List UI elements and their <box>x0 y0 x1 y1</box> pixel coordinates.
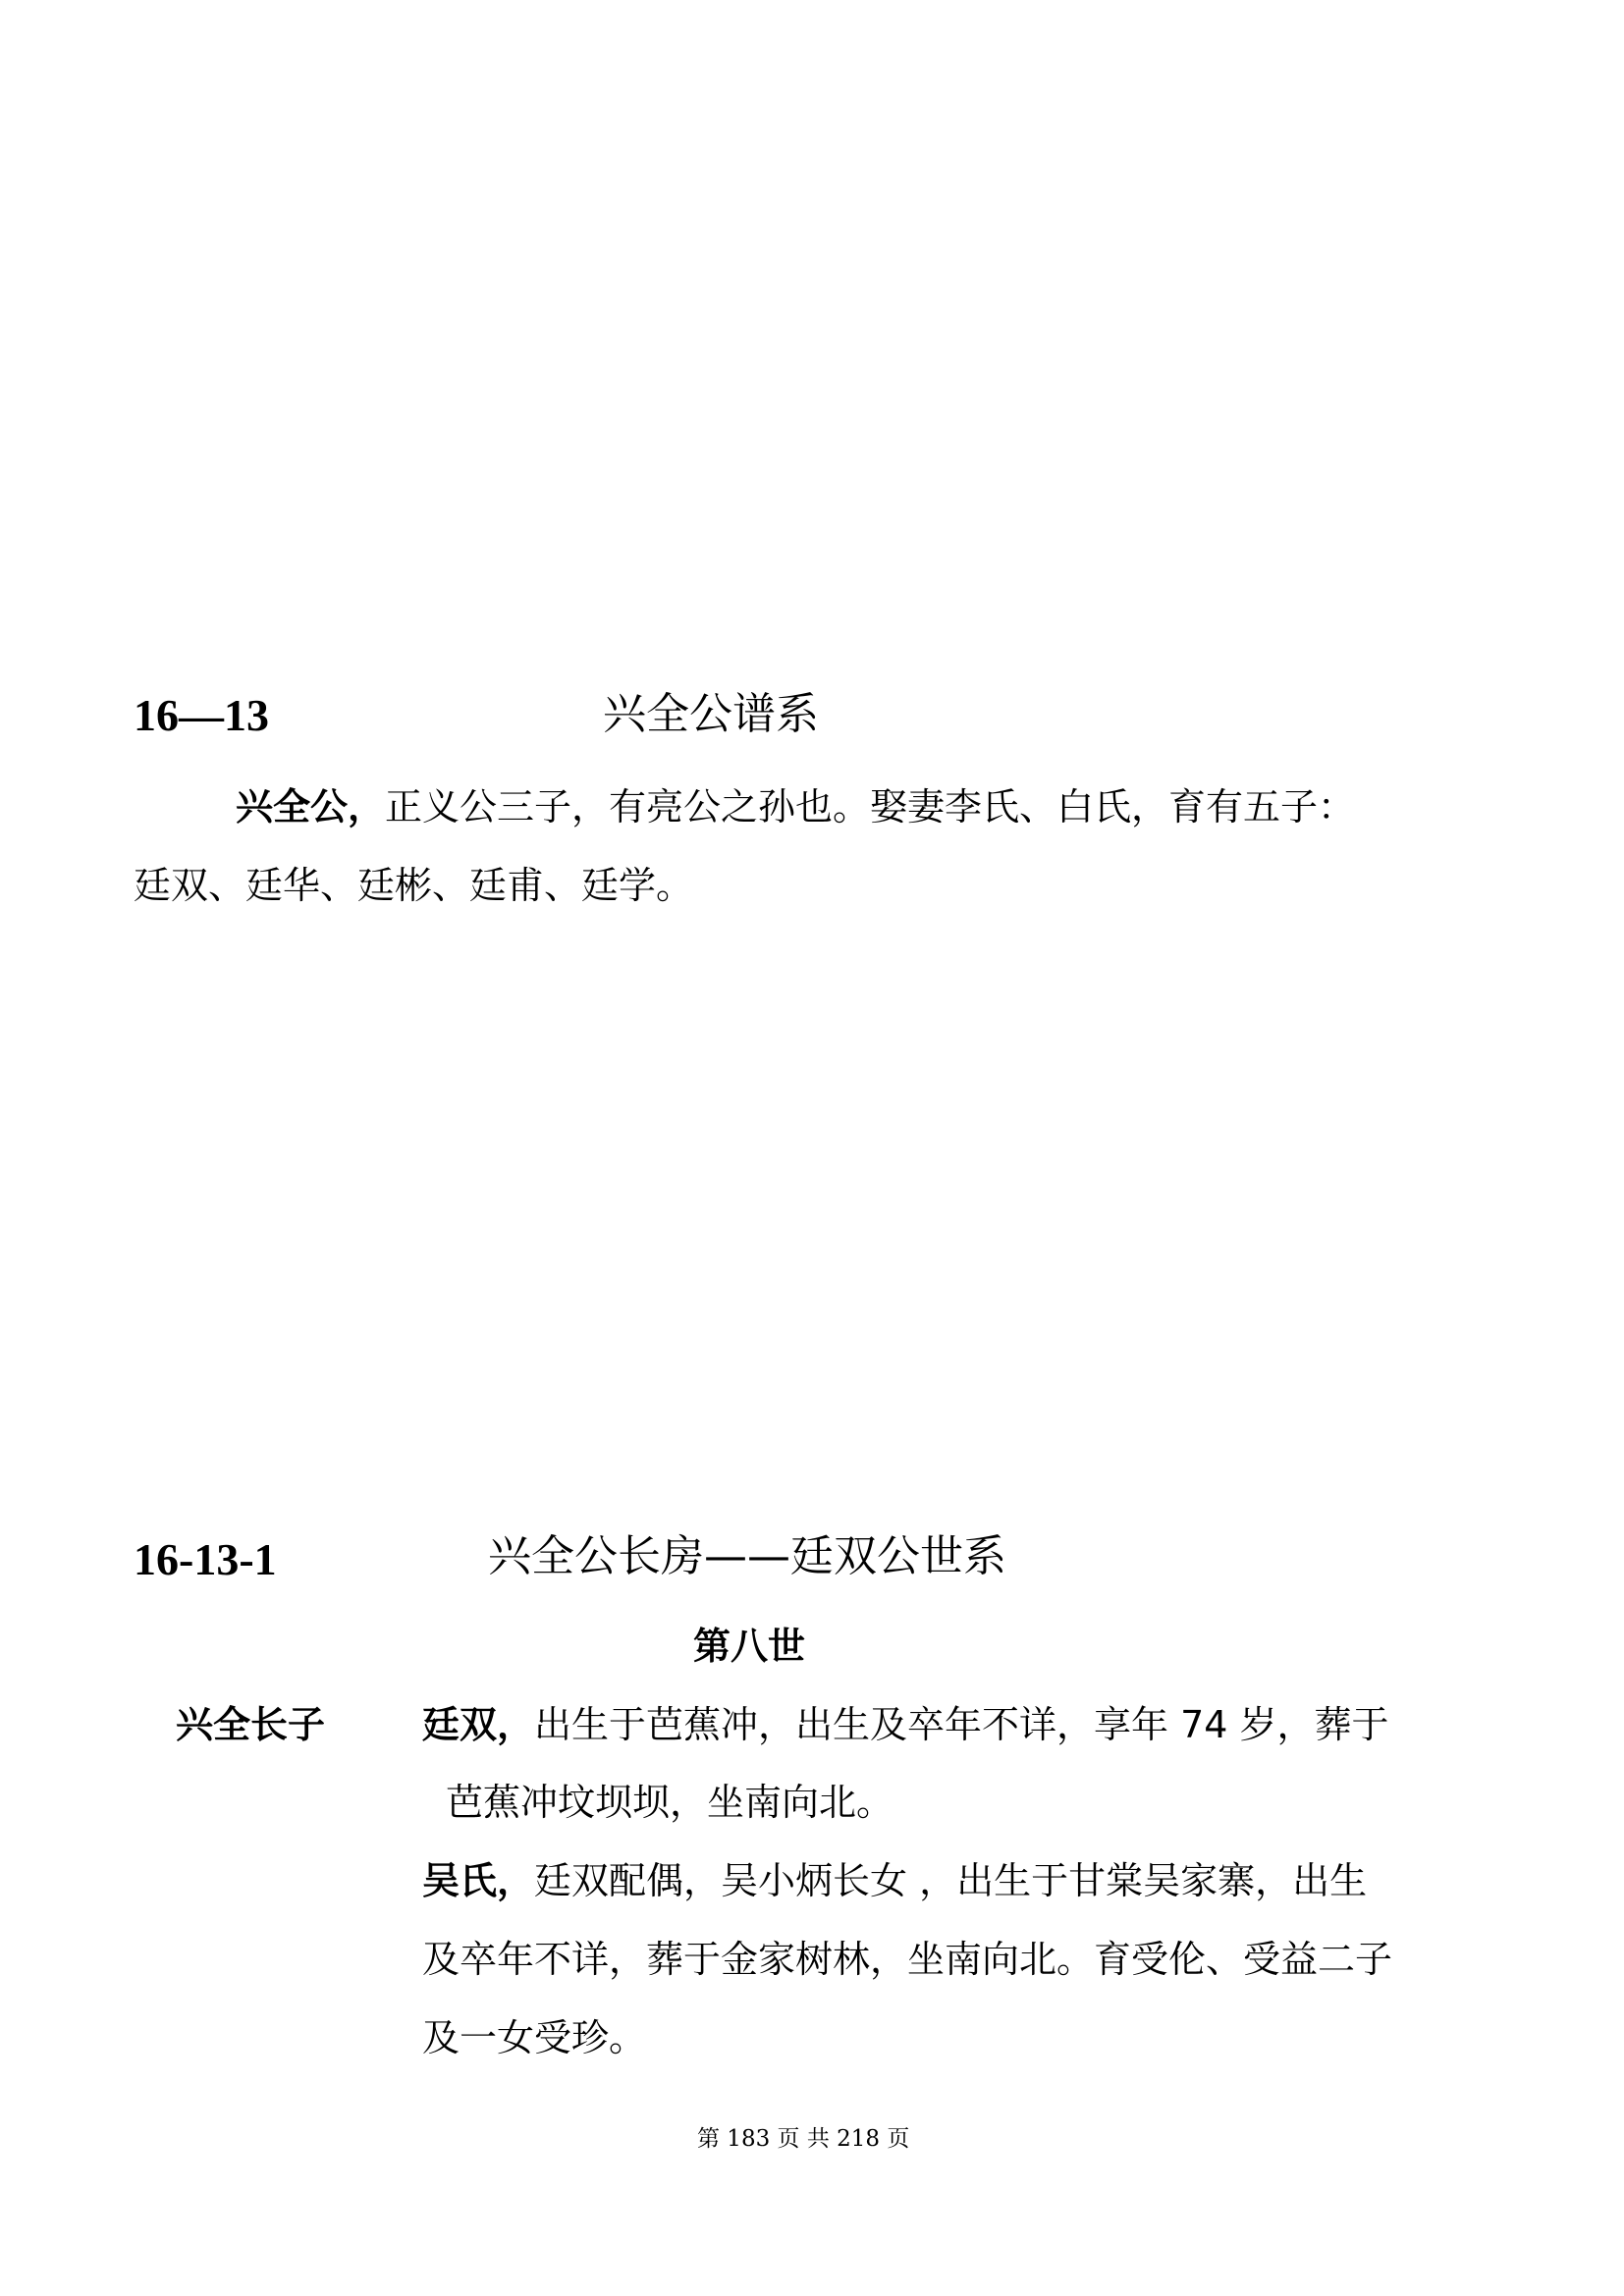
section-title: 兴全公长房——廷双公世系 <box>488 1531 1006 1581</box>
person-entry-line-1-text: 出生于芭蕉冲，出生及卒年不详，享年 74 岁，葬于 <box>534 1703 1389 1746</box>
spouse-entry-line-3: 及一女受珍。 <box>422 2016 647 2059</box>
person-entry-line-1 <box>422 1703 1389 1746</box>
section-number: 16—13 <box>134 690 269 740</box>
spouse-name: 吴氏， <box>422 1859 535 1902</box>
intro-line-1 <box>236 785 1356 828</box>
person-entry-line-2: 芭蕉冲坟坝坝，坐南向北。 <box>446 1781 894 1824</box>
relation-label: 兴全长子 <box>176 1703 326 1746</box>
generation-heading: 第八世 <box>693 1625 806 1668</box>
intro-name: 兴全公， <box>236 785 386 828</box>
spouse-entry-line-1 <box>422 1859 1368 1902</box>
intro-line-1-text: 正义公三子，有亮公之孙也。娶妻李氏、白氏，育有五子： <box>385 785 1356 828</box>
person-name: 廷双， <box>422 1703 535 1746</box>
section-title: 兴全公谱系 <box>603 689 819 739</box>
page-footer: 第 183 页 共 218 页 <box>697 2126 910 2152</box>
section-number: 16-13-1 <box>134 1534 277 1584</box>
spouse-entry-line-1-text: 廷双配偶，吴小炳长女 ，出生于甘棠吴家寨，出生 <box>534 1859 1368 1902</box>
intro-line-2: 廷双、廷华、廷彬、廷甫、廷学。 <box>134 864 694 907</box>
spouse-entry-line-2: 及卒年不详，葬于金家树林，坐南向北。育受伦、受益二子 <box>422 1938 1393 1981</box>
